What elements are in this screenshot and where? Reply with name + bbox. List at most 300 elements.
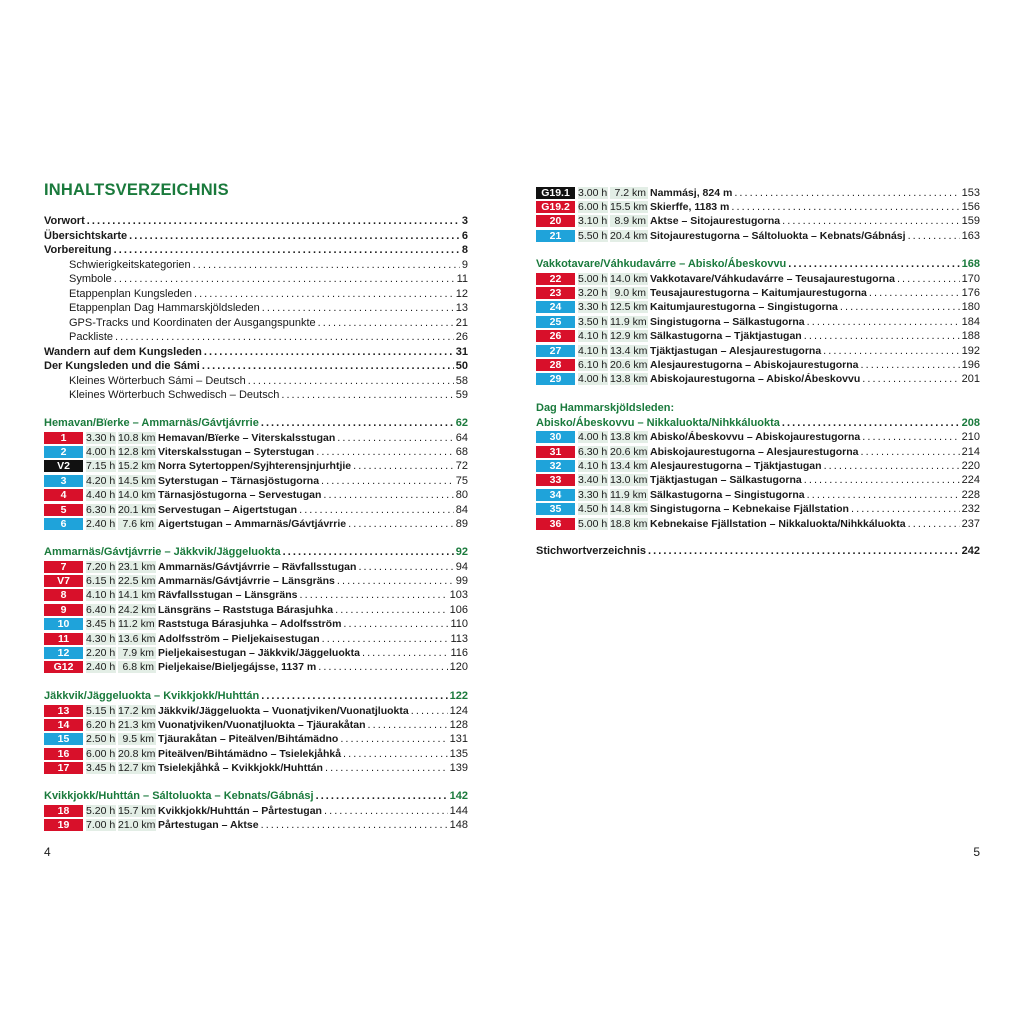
toc-subentry[interactable]: Etappenplan Kungsleden . . . 12 (44, 287, 468, 301)
stage-row[interactable] (44, 761, 468, 775)
stage-route: Ammarnäs/Gávtjávrrie – Länsgräns (158, 575, 335, 588)
leader-dots (368, 718, 448, 732)
leader-dots (869, 286, 960, 300)
stage-duration: 4.10 h (578, 459, 608, 472)
stage-number-badge: 2 (44, 446, 83, 458)
stage-duration: 5.20 h (86, 804, 116, 817)
stage-route: Abiskojaurestugorna – Abisko/Ábeskovvu (650, 373, 861, 386)
stage-row[interactable] (536, 488, 980, 502)
leader-dots (299, 588, 447, 602)
stage-duration: 4.00 h (86, 446, 116, 459)
stage-page: 180 (961, 301, 980, 314)
stage-distance: 11.9 km (610, 315, 647, 328)
stage-distance: 20.6 km (610, 445, 648, 458)
stage-distance: 15.2 km (118, 460, 156, 473)
stage-number-badge: G12 (44, 661, 83, 673)
stage-route: Sälkastugorna – Singistugorna (650, 488, 805, 501)
stage-number-badge: 19 (44, 819, 83, 831)
stage-route: Jäkkvik/Jäggeluokta – Vuonatjviken/Vuonatjluokta (158, 704, 409, 717)
stage-route: Pieljekaise/Bieljegájsse, 1137 m (158, 661, 317, 674)
stage-route: Tärnasjöstugorna – Servestugan (158, 489, 322, 502)
stage-duration: 2.40 h (86, 661, 116, 674)
stage-page: 72 (455, 460, 468, 473)
stage-page: 220 (961, 459, 980, 472)
leader-dots (261, 818, 448, 832)
stage-duration: 3.30 h (86, 431, 116, 444)
leader-dots (823, 344, 959, 358)
stage-page: 224 (961, 474, 980, 487)
stage-page: 84 (455, 503, 468, 516)
stage-row[interactable] (536, 516, 980, 530)
stage-page: 163 (961, 229, 980, 242)
stage-row[interactable] (44, 603, 468, 617)
stage-route: Teusajaurestugorna – Kaitumjaurestugorna (650, 287, 867, 300)
stage-page: 106 (449, 603, 468, 616)
leader-dots (908, 517, 960, 531)
stage-row[interactable] (536, 344, 980, 358)
section-heading[interactable]: Hemavan/Bïerke – Ammarnäs/Gávtjávrrie . . . 62 (44, 416, 468, 430)
stage-row[interactable] (44, 503, 468, 517)
toc-subentry[interactable]: Kleines Wörterbuch Schwedisch – Deutsch . . . 59 (44, 388, 468, 402)
stage-page: 144 (449, 804, 468, 817)
stage-route: Viterskalsstugan – Syterstugan (158, 446, 315, 459)
stage-route: Kaitumjaurestugorna – Singistugorna (650, 301, 838, 314)
stage-number-badge: 17 (44, 762, 83, 774)
stage-page: 135 (449, 747, 468, 760)
toc-subentry[interactable]: Packliste . . . 26 (44, 330, 468, 344)
stage-number-badge: 31 (536, 446, 575, 458)
stage-route: Singistugorna – Sälkastugorna (650, 315, 805, 328)
stage-route: Abiskojaurestugorna – Alesjaurestugorna (650, 445, 859, 458)
stage-duration: 4.00 h (578, 373, 608, 386)
leader-dots (322, 632, 449, 646)
leader-dots (323, 488, 453, 502)
stage-row[interactable] (536, 444, 980, 458)
stage-number-badge: 30 (536, 431, 575, 443)
leader-dots (299, 503, 454, 517)
stage-row[interactable] (536, 473, 980, 487)
toc-entry[interactable]: Übersichtskarte . . . 6 (44, 229, 468, 243)
stage-number-badge: G19.2 (536, 201, 575, 213)
leader-dots (731, 200, 959, 214)
leader-dots (343, 617, 448, 631)
stage-duration: 3.30 h (578, 488, 608, 501)
stage-row[interactable] (536, 459, 980, 473)
stage-row[interactable] (44, 632, 468, 646)
stage-distance: 11.2 km (118, 618, 155, 631)
stage-distance: 13.0 km (610, 474, 648, 487)
stage-row[interactable] (44, 474, 468, 488)
page-number: 4 (44, 845, 51, 859)
stage-duration: 4.10 h (578, 330, 608, 343)
stage-row[interactable] (536, 358, 980, 372)
stage-duration: 3.10 h (578, 215, 608, 228)
leader-dots (861, 358, 960, 372)
stage-row[interactable] (44, 747, 468, 761)
stage-number-badge: V2 (44, 460, 83, 472)
stage-page: 120 (449, 661, 468, 674)
stage-row[interactable] (44, 445, 468, 459)
leader-dots (348, 517, 454, 531)
stage-page: 196 (961, 359, 980, 372)
leader-dots (840, 300, 960, 314)
stage-distance: 15.7 km (118, 804, 156, 817)
stage-page: 156 (961, 201, 980, 214)
section-heading[interactable]: Abisko/Ábeskovvu – Nikkaluokta/Nihkkáluokta . . . 208 (536, 416, 980, 430)
stage-page: 192 (961, 344, 980, 357)
stage-duration: 3.20 h (578, 287, 608, 300)
stage-number-badge: V7 (44, 575, 83, 587)
stage-number-badge: 9 (44, 604, 83, 616)
stage-distance: 20.1 km (118, 503, 156, 516)
stage-page: 214 (961, 445, 980, 458)
stage-duration: 6.20 h (86, 719, 116, 732)
stage-row[interactable] (536, 430, 980, 444)
stage-duration: 2.20 h (86, 647, 116, 660)
stage-route: Alesjaurestugorna – Abiskojaurestugorna (650, 359, 859, 372)
stage-page: 153 (961, 186, 980, 199)
stage-duration: 2.50 h (86, 733, 116, 746)
stage-page: 64 (455, 431, 468, 444)
stage-row[interactable] (44, 488, 468, 502)
stage-row[interactable] (44, 574, 468, 588)
leader-dots (335, 603, 448, 617)
stage-route: Pieljekaisestugan – Jäkkvik/Jäggeluokta (158, 647, 360, 660)
stage-duration: 6.15 h (86, 575, 116, 588)
stage-number-badge: 10 (44, 618, 83, 630)
stage-distance: 7.6 km (118, 518, 156, 530)
stage-page: 75 (455, 474, 468, 487)
stage-page: 228 (961, 488, 980, 501)
stage-distance: 18.8 km (610, 517, 648, 530)
stage-number-badge: 8 (44, 589, 83, 601)
stage-distance: 13.4 km (610, 344, 648, 357)
stage-duration: 4.40 h (86, 489, 116, 502)
toc-entry[interactable]: Der Kungsleden und die Sámi . . . 50 (44, 359, 468, 373)
stage-row[interactable] (44, 431, 468, 445)
stage-row[interactable] (44, 560, 468, 574)
stage-route: Pårtestugan – Aktse (158, 819, 259, 832)
section-heading[interactable]: Jäkkvik/Jäggeluokta – Kvikkjokk/Huhttán . . . 122 (44, 689, 468, 703)
leader-dots (851, 502, 960, 516)
stage-distance: 20.6 km (610, 359, 648, 372)
stage-row[interactable] (536, 300, 980, 314)
leader-dots (318, 660, 447, 674)
stage-route: Piteälven/Bihtámädno – Tsielekjåhkå (158, 747, 342, 760)
toc-title: INHALTSVERZEICHNIS (44, 181, 229, 199)
stage-duration: 5.00 h (578, 272, 608, 285)
stage-number-badge: 35 (536, 503, 575, 515)
stage-distance: 7.2 km (610, 187, 648, 199)
leader-dots (358, 560, 453, 574)
stage-distance: 13.8 km (610, 373, 648, 386)
leader-dots (862, 430, 959, 444)
stage-row[interactable] (536, 372, 980, 386)
stage-page: 99 (455, 575, 468, 588)
stage-row[interactable] (44, 732, 468, 746)
section-heading[interactable]: Ammarnäs/Gávtjávrrie – Jäkkvik/Jäggeluokta . . . 92 (44, 545, 468, 559)
leader-dots (321, 474, 454, 488)
stage-distance: 14.5 km (118, 474, 156, 487)
stage-page: 176 (961, 287, 980, 300)
stage-distance: 9.0 km (610, 287, 648, 299)
stage-duration: 7.20 h (86, 560, 116, 573)
stage-route: Tjäktjastugan – Alesjaurestugorna (650, 344, 822, 357)
stage-distance: 21.0 km (118, 819, 156, 832)
stage-page: 188 (961, 330, 980, 343)
stage-route: Kebnekaise Fjällstation – Nikkaluokta/Nihkkáluokta (650, 517, 906, 530)
stage-distance: 9.5 km (118, 733, 156, 745)
stage-distance: 13.8 km (610, 431, 648, 444)
stage-row[interactable] (536, 229, 980, 243)
stage-page: 131 (449, 733, 468, 746)
stage-duration: 4.10 h (578, 344, 608, 357)
stage-number-badge: 23 (536, 287, 575, 299)
stage-row[interactable] (536, 315, 980, 329)
stage-route: Servestugan – Aigertstugan (158, 503, 298, 516)
stage-duration: 6.10 h (578, 359, 608, 372)
stage-duration: 4.00 h (578, 431, 608, 444)
stage-duration: 6.30 h (578, 445, 608, 458)
stage-row[interactable] (536, 186, 980, 200)
leader-dots (804, 329, 960, 343)
stage-row[interactable] (44, 704, 468, 718)
toc-subentry[interactable]: Kleines Wörterbuch Sámi – Deutsch . . . 58 (44, 374, 468, 388)
stage-number-badge: 1 (44, 432, 83, 444)
stage-page: 159 (961, 215, 980, 228)
stage-number-badge: 20 (536, 215, 575, 227)
stage-number-badge: 4 (44, 489, 83, 501)
stage-distance: 20.8 km (118, 747, 156, 760)
stage-number-badge: 24 (536, 301, 575, 313)
stage-number-badge: 26 (536, 330, 575, 342)
stage-route: Hemavan/Bïerke – Viterskalsstugan (158, 431, 336, 444)
stage-distance: 14.1 km (118, 589, 156, 602)
stage-page: 128 (449, 719, 468, 732)
stage-number-badge: 21 (536, 230, 575, 242)
stage-page: 80 (455, 489, 468, 502)
stage-distance: 12.9 km (610, 330, 648, 343)
stage-route: Skierffe, 1183 m (650, 201, 730, 214)
toc-entry[interactable]: Vorbereitung . . . 8 (44, 243, 468, 257)
leader-dots (782, 214, 960, 228)
stage-duration: 6.40 h (86, 603, 116, 616)
stage-duration: 4.30 h (86, 632, 116, 645)
stage-distance: 13.6 km (118, 632, 156, 645)
stage-row[interactable] (44, 617, 468, 631)
stage-route: Länsgräns – Raststuga Bárasjuhka (158, 603, 334, 616)
stage-duration: 3.45 h (86, 618, 116, 631)
stage-number-badge: 25 (536, 316, 575, 328)
stage-number-badge: 32 (536, 460, 575, 472)
stage-page: 89 (455, 518, 468, 531)
leader-dots (862, 372, 959, 386)
stage-duration: 3.50 h (578, 315, 608, 328)
stage-row[interactable] (536, 286, 980, 300)
stage-distance: 12.7 km (118, 762, 156, 775)
stage-route: Tsielekjåhkå – Kvikkjokk/Huhttán (158, 762, 323, 775)
stage-row[interactable] (536, 329, 980, 343)
stage-duration: 4.20 h (86, 474, 116, 487)
stage-duration: 5.15 h (86, 704, 116, 717)
stage-page: 103 (449, 589, 468, 602)
stage-row[interactable] (44, 660, 468, 674)
stage-number-badge: 33 (536, 474, 575, 486)
stage-row[interactable] (44, 718, 468, 732)
stage-duration: 7.15 h (86, 460, 116, 473)
stage-page: 94 (455, 560, 468, 573)
stage-duration: 3.30 h (578, 301, 608, 314)
stage-row[interactable] (44, 588, 468, 602)
toc-entry[interactable]: Vorwort . . . 3 (44, 214, 468, 228)
stage-number-badge: 7 (44, 561, 83, 573)
stage-route: Syterstugan – Tärnasjöstugorna (158, 474, 320, 487)
stage-page: 139 (449, 762, 468, 775)
stage-row[interactable] (44, 818, 468, 832)
stage-distance: 23.1 km (118, 560, 156, 573)
leader-dots (734, 186, 959, 200)
stage-page: 68 (455, 446, 468, 459)
stage-page: 170 (961, 272, 980, 285)
stage-number-badge: G19.1 (536, 187, 575, 199)
toc-entry[interactable]: Wandern auf dem Kungsleden . . . 31 (44, 345, 468, 359)
stage-distance: 11.9 km (610, 488, 647, 501)
stage-route: Abisko/Ábeskovvu – Abiskojaurestugorna (650, 431, 861, 444)
stage-duration: 6.00 h (86, 747, 116, 760)
stage-row[interactable] (536, 272, 980, 286)
stage-page: 116 (450, 647, 468, 660)
index-entry[interactable]: Stichwortverzeichnis . . . 242 (536, 544, 980, 558)
stage-number-badge: 34 (536, 489, 575, 501)
stage-row[interactable] (44, 459, 468, 473)
leader-dots (861, 445, 960, 459)
stage-distance: 14.0 km (118, 489, 156, 502)
section-heading[interactable]: Kvikkjokk/Huhttán – Sáltoluokta – Kebnats/Gábnásj . . . 142 (44, 789, 468, 803)
leader-dots (908, 229, 960, 243)
stage-distance: 10.8 km (118, 431, 156, 444)
stage-distance: 17.2 km (118, 704, 156, 717)
stage-route: Adolfsström – Pieljekaisestugan (158, 632, 320, 645)
stage-route: Sälkastugorna – Tjäktjastugan (650, 330, 802, 343)
stage-row[interactable] (536, 214, 980, 228)
stage-route: Raststuga Bárasjuhka – Adolfsström (158, 618, 342, 631)
stage-page: 201 (961, 373, 980, 386)
stage-duration: 3.40 h (578, 474, 608, 487)
stage-row[interactable] (44, 646, 468, 660)
stage-distance: 15.5 km (610, 201, 648, 214)
stage-route: Vakkotavare/Váhkudavárre – Teusajaurestugorna (650, 272, 895, 285)
stage-route: Nammásj, 824 m (650, 186, 733, 199)
stage-row[interactable] (44, 517, 468, 531)
stage-route: Vuonatjviken/Vuonatjluokta – Tjäurakåtan (158, 719, 366, 732)
stage-route: Norra Sytertoppen/Syjhterensjnjurhtjie (158, 460, 352, 473)
stage-route: Ammarnäs/Gávtjávrrie – Rävfallsstugan (158, 560, 357, 573)
stage-number-badge: 22 (536, 273, 575, 285)
stage-distance: 13.4 km (610, 459, 648, 472)
stage-route: Sitojaurestugorna – Sáltoluokta – Kebnats/Gábnásj (650, 229, 906, 242)
stage-number-badge: 13 (44, 705, 83, 717)
stage-duration: 6.30 h (86, 503, 116, 516)
stage-number-badge: 18 (44, 805, 83, 817)
stage-number-badge: 16 (44, 748, 83, 760)
stage-distance: 14.0 km (610, 272, 648, 285)
leader-dots (824, 459, 960, 473)
stage-duration: 7.00 h (86, 819, 116, 832)
leader-dots (897, 272, 960, 286)
leader-dots (324, 804, 448, 818)
stage-distance: 21.3 km (118, 719, 156, 732)
stage-duration: 3.00 h (578, 186, 608, 199)
stage-duration: 5.50 h (578, 229, 608, 242)
stage-route: Singistugorna – Kebnekaise Fjällstation (650, 503, 849, 516)
stage-number-badge: 14 (44, 719, 83, 731)
stage-page: 232 (961, 503, 980, 516)
stage-row[interactable] (44, 804, 468, 818)
section-heading-line1: Dag Hammarskjöldsleden: (536, 402, 675, 415)
stage-duration: 6.00 h (578, 201, 608, 214)
stage-number-badge: 29 (536, 373, 575, 385)
stage-row[interactable] (536, 200, 980, 214)
stage-number-badge: 27 (536, 345, 575, 357)
stage-route: Tjäktjastugan – Sälkastugorna (650, 474, 802, 487)
toc-subentry[interactable]: Symbole . . . 11 (44, 272, 468, 286)
toc-subentry[interactable]: Schwierigkeitskategorien . . . 9 (44, 258, 468, 272)
leader-dots (325, 761, 448, 775)
leader-dots (353, 459, 454, 473)
stage-page: 148 (449, 819, 468, 832)
stage-page: 210 (961, 431, 980, 444)
stage-distance: 7.9 km (118, 647, 156, 659)
stage-number-badge: 28 (536, 359, 575, 371)
stage-duration: 2.40 h (86, 518, 116, 531)
stage-page: 184 (961, 315, 980, 328)
leader-dots (337, 574, 454, 588)
stage-distance: 20.4 km (610, 229, 648, 242)
stage-route: Tjäurakåtan – Piteälven/Bihtámädno (158, 733, 339, 746)
stage-duration: 3.45 h (86, 762, 116, 775)
leader-dots (343, 747, 448, 761)
stage-distance: 24.2 km (118, 603, 156, 616)
stage-page: 124 (449, 704, 468, 717)
stage-distance: 14.8 km (610, 503, 648, 516)
stage-number-badge: 6 (44, 518, 83, 530)
leader-dots (340, 732, 447, 746)
stage-page: 113 (450, 632, 468, 645)
stage-distance: 12.8 km (118, 446, 156, 459)
stage-number-badge: 36 (536, 518, 575, 530)
stage-route: Alesjaurestugorna – Tjäktjastugan (650, 459, 822, 472)
leader-dots (804, 473, 960, 487)
stage-page: 237 (961, 517, 980, 530)
stage-route: Aigertstugan – Ammarnäs/Gávtjávrrie (158, 518, 347, 531)
stage-route: Aktse – Sitojaurestugorna (650, 215, 781, 228)
toc-subentry[interactable]: GPS-Tracks und Koordinaten der Ausgangspunkte . . . 21 (44, 316, 468, 330)
toc-subentry[interactable]: Etappenplan Dag Hammarskjöldsleden . . . 13 (44, 301, 468, 315)
stage-number-badge: 15 (44, 733, 83, 745)
stage-number-badge: 3 (44, 475, 83, 487)
section-heading[interactable]: Vakkotavare/Váhkudavárre – Abisko/Ábeskovvu . . . 168 (536, 257, 980, 271)
stage-route: Kvikkjokk/Huhttán – Pårtestugan (158, 804, 322, 817)
stage-number-badge: 12 (44, 647, 83, 659)
stage-number-badge: 11 (44, 633, 83, 645)
leader-dots (337, 431, 454, 445)
stage-route: Rävfallsstugan – Länsgräns (158, 589, 298, 602)
stage-distance: 8.9 km (610, 215, 648, 227)
leader-dots (362, 646, 449, 660)
stage-page: 110 (450, 618, 468, 631)
stage-row[interactable] (536, 502, 980, 516)
stage-distance: 12.5 km (610, 301, 648, 314)
